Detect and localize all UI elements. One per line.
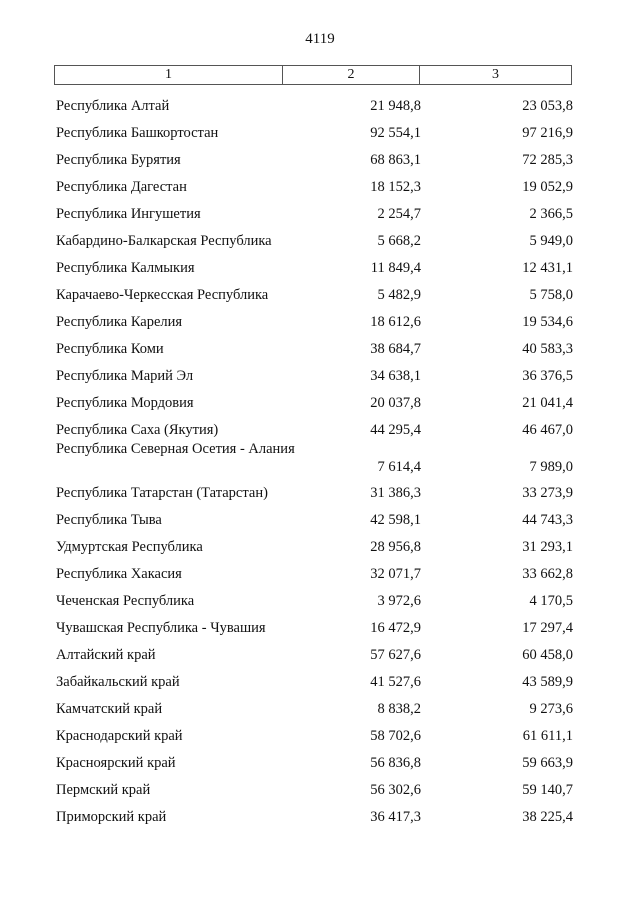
value-col3: 5 949,0 — [529, 233, 573, 249]
value-col2: 8 838,2 — [377, 701, 421, 717]
value-col3: 19 052,9 — [522, 179, 573, 195]
table-row — [56, 258, 576, 285]
region-name: Республика Татарстан (Татарстан) — [56, 485, 268, 501]
table-row — [56, 807, 576, 834]
region-name: Краснодарский край — [56, 728, 183, 744]
table-header — [54, 65, 572, 85]
region-name: Забайкальский край — [56, 674, 180, 690]
region-name: Республика Саха (Якутия) — [56, 422, 219, 438]
table-row — [56, 123, 576, 150]
value-col3: 36 376,5 — [522, 368, 573, 384]
table-row — [56, 339, 576, 366]
table-row — [56, 177, 576, 204]
value-col2: 56 302,6 — [370, 782, 421, 798]
value-col2: 68 863,1 — [370, 152, 421, 168]
region-name: Республика Хакасия — [56, 566, 182, 582]
value-col2: 20 037,8 — [370, 395, 421, 411]
table-row — [56, 150, 576, 177]
region-name: Республика Карелия — [56, 314, 183, 330]
value-col3: 7 989,0 — [529, 459, 573, 475]
region-name: Республика Ингушетия — [56, 206, 201, 222]
table-row — [56, 753, 576, 780]
table-row — [56, 366, 576, 393]
value-col2: 41 527,6 — [370, 674, 421, 690]
value-col2: 18 612,6 — [370, 314, 421, 330]
value-col3: 12 431,1 — [522, 260, 573, 276]
table-row — [56, 231, 576, 258]
table-row — [56, 672, 576, 699]
value-col3: 21 041,4 — [522, 395, 573, 411]
value-col2: 2 254,7 — [377, 206, 421, 222]
region-name: Республика Коми — [56, 341, 164, 357]
value-col2: 44 295,4 — [370, 422, 421, 438]
value-col2: 38 684,7 — [370, 341, 421, 357]
value-col2: 11 849,4 — [370, 260, 421, 276]
table-row — [56, 204, 576, 231]
value-col3: 17 297,4 — [522, 620, 573, 636]
table-row — [56, 726, 576, 753]
page-number: 4119 — [305, 31, 335, 47]
table-row — [56, 618, 576, 645]
region-name: Республика Алтай — [56, 98, 170, 114]
value-col3: 59 663,9 — [522, 755, 573, 771]
value-col3: 46 467,0 — [522, 422, 573, 438]
region-name: Удмуртская Республика — [56, 539, 203, 555]
table-body — [56, 96, 576, 834]
column-header-3: 3 — [492, 67, 499, 82]
table-row — [56, 537, 576, 564]
value-col3: 97 216,9 — [522, 125, 573, 141]
table-row — [56, 441, 576, 483]
value-col2: 31 386,3 — [370, 485, 421, 501]
value-col3: 33 662,8 — [522, 566, 573, 582]
column-header-2: 2 — [283, 66, 420, 84]
value-col3: 23 053,8 — [522, 98, 573, 114]
column-header-1: 1 — [55, 66, 283, 84]
value-col2: 56 836,8 — [370, 755, 421, 771]
region-name: Красноярский край — [56, 755, 176, 771]
value-col3: 5 758,0 — [529, 287, 573, 303]
value-col2: 34 638,1 — [370, 368, 421, 384]
table-row — [56, 780, 576, 807]
value-col3: 19 534,6 — [522, 314, 573, 330]
value-col2: 36 417,3 — [370, 809, 421, 825]
region-name: Республика Дагестан — [56, 179, 187, 195]
table-row — [56, 312, 576, 339]
region-name: Пермский край — [56, 782, 151, 798]
region-name: Карачаево-Черкесская Республика — [56, 287, 269, 303]
table-row — [56, 645, 576, 672]
value-col3: 4 170,5 — [529, 593, 573, 609]
value-col2: 32 071,7 — [370, 566, 421, 582]
value-col3: 38 225,4 — [522, 809, 573, 825]
table-row — [56, 285, 576, 312]
table-row — [56, 483, 576, 510]
region-name: Республика Калмыкия — [56, 260, 195, 276]
value-col3: 72 285,3 — [522, 152, 573, 168]
table-row — [56, 699, 576, 726]
value-col2: 18 152,3 — [370, 179, 421, 195]
value-col3: 31 293,1 — [522, 539, 573, 555]
value-col2: 21 948,8 — [370, 98, 421, 114]
value-col3: 43 589,9 — [522, 674, 573, 690]
region-name: Республика Тыва — [56, 512, 162, 528]
table-row — [56, 564, 576, 591]
value-col2: 3 972,6 — [377, 593, 421, 609]
region-name: Республика Бурятия — [56, 152, 181, 168]
value-col2: 7 614,4 — [377, 459, 421, 475]
value-col3: 9 273,6 — [529, 701, 573, 717]
region-name: Камчатский край — [56, 701, 163, 717]
region-name: Чувашская Республика - Чувашия — [56, 620, 266, 636]
value-col2: 28 956,8 — [370, 539, 421, 555]
region-name: Кабардино-Балкарская Республика — [56, 233, 272, 249]
region-name: Республика Мордовия — [56, 395, 194, 411]
region-name: Республика Северная Осетия - Алания — [56, 441, 295, 457]
value-col2: 42 598,1 — [370, 512, 421, 528]
table-row — [56, 510, 576, 537]
table-row — [56, 591, 576, 618]
value-col2: 5 668,2 — [377, 233, 421, 249]
value-col3: 2 366,5 — [529, 206, 573, 222]
value-col3: 33 273,9 — [522, 485, 573, 501]
value-col2: 5 482,9 — [377, 287, 421, 303]
region-name: Чеченская Республика — [56, 593, 195, 609]
table-row — [56, 96, 576, 123]
value-col3: 44 743,3 — [522, 512, 573, 528]
region-name: Приморский край — [56, 809, 167, 825]
table-row — [56, 393, 576, 420]
value-col3: 59 140,7 — [522, 782, 573, 798]
value-col2: 16 472,9 — [370, 620, 421, 636]
value-col3: 40 583,3 — [522, 341, 573, 357]
value-col2: 92 554,1 — [370, 125, 421, 141]
value-col2: 57 627,6 — [370, 647, 421, 663]
region-name: Республика Башкортостан — [56, 125, 219, 141]
region-name: Республика Марий Эл — [56, 368, 194, 384]
value-col3: 60 458,0 — [522, 647, 573, 663]
value-col3: 61 611,1 — [522, 728, 573, 744]
value-col2: 58 702,6 — [370, 728, 421, 744]
region-name: Алтайский край — [56, 647, 156, 663]
